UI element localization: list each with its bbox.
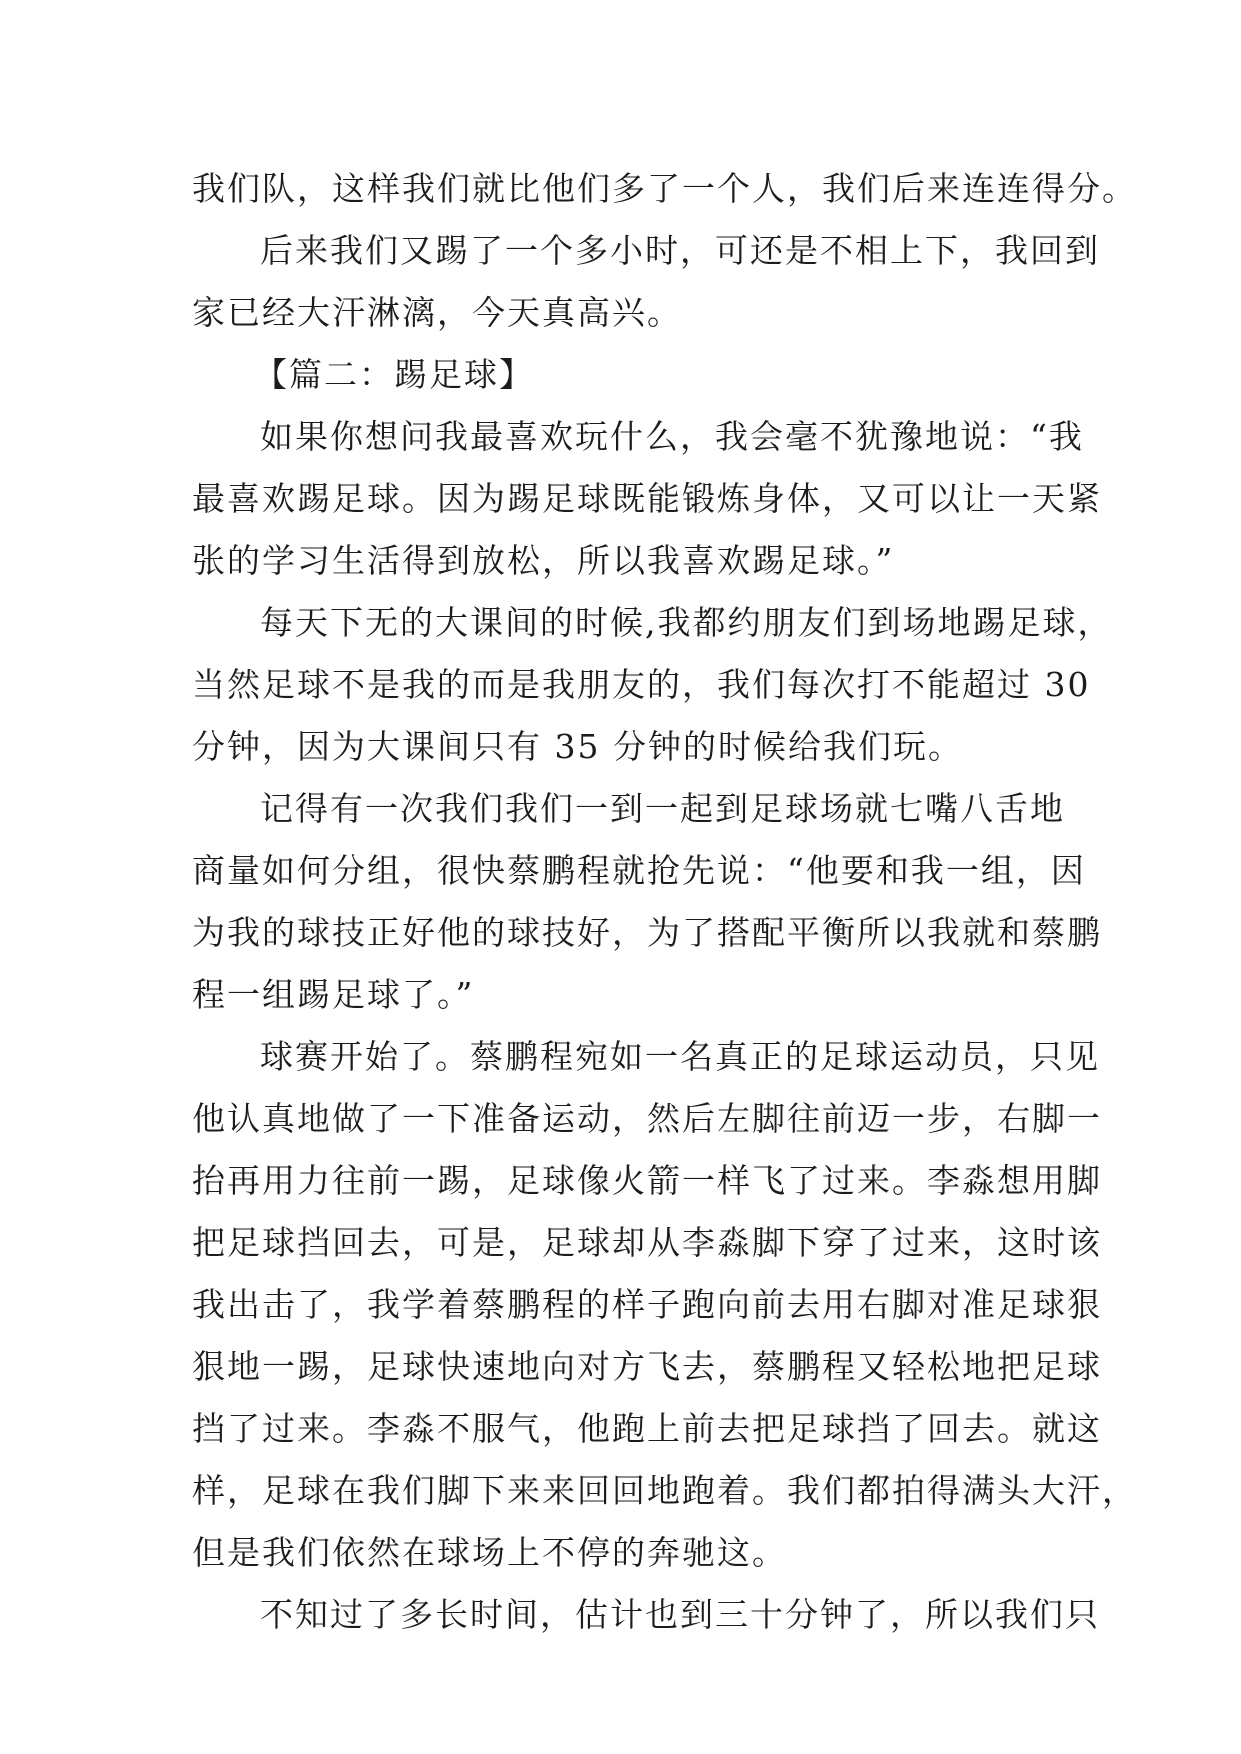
- text-line: 我出击了，我学着蔡鹏程的样子跑向前去用右脚对准足球狠: [192, 1285, 1102, 1324]
- text-line: 当然足球不是我的而是我朋友的，我们每次打不能超过 30: [192, 665, 1091, 704]
- text-line: 他认真地做了一下准备运动，然后左脚往前迈一步，右脚一: [192, 1099, 1102, 1138]
- text-line: 但是我们依然在球场上不停的奔驰这。: [192, 1533, 787, 1572]
- text-line: 不知过了多长时间，估计也到三十分钟了，所以我们只: [260, 1595, 1100, 1634]
- text-line: 最喜欢踢足球。因为踢足球既能锻炼身体，又可以让一天紧: [192, 479, 1102, 518]
- document-body: [192, 158, 1137, 1646]
- text-line: 家已经大汗淋漓，今天真高兴。: [192, 293, 682, 332]
- text-line: 分钟，因为大课间只有 35 分钟的时候给我们玩。: [192, 727, 963, 766]
- text-line: 挡了过来。李淼不服气，他跑上前去把足球挡了回去。就这: [192, 1409, 1102, 1448]
- text-line: 张的学习生活得到放松，所以我喜欢踢足球。”: [192, 541, 895, 580]
- text-line: 后来我们又踢了一个多小时，可还是不相上下，我回到: [260, 231, 1100, 270]
- text-line: 如果你想问我最喜欢玩什么，我会毫不犹豫地说：“我: [260, 417, 1084, 456]
- text-line: 程一组踢足球了。”: [192, 975, 475, 1014]
- text-line: 把足球挡回去，可是，足球却从李淼脚下穿了过来，这时该: [192, 1223, 1102, 1262]
- text-line: 狠地一踢，足球快速地向对方飞去，蔡鹏程又轻松地把足球: [192, 1347, 1102, 1386]
- text-line: 我们队，这样我们就比他们多了一个人，我们后来连连得分。: [192, 169, 1137, 208]
- text-line: 商量如何分组，很快蔡鹏程就抢先说：“他要和我一组，因: [192, 851, 1086, 890]
- text-line: 抬再用力往前一踢，足球像火箭一样飞了过来。李淼想用脚: [192, 1161, 1102, 1200]
- text-line: 记得有一次我们我们一到一起到足球场就七嘴八舌地: [260, 789, 1065, 828]
- text-line: 为我的球技正好他的球技好，为了搭配平衡所以我就和蔡鹏: [192, 913, 1102, 952]
- text-line: 样，足球在我们脚下来来回回地跑着。我们都拍得满头大汗，: [192, 1471, 1137, 1510]
- text-line: 球赛开始了。蔡鹏程宛如一名真正的足球运动员，只见: [260, 1037, 1100, 1076]
- text-line: 每天下无的大课间的时候,我都约朋友们到场地踢足球，: [260, 603, 1113, 642]
- section-heading: 【篇二：踢足球】: [254, 355, 534, 394]
